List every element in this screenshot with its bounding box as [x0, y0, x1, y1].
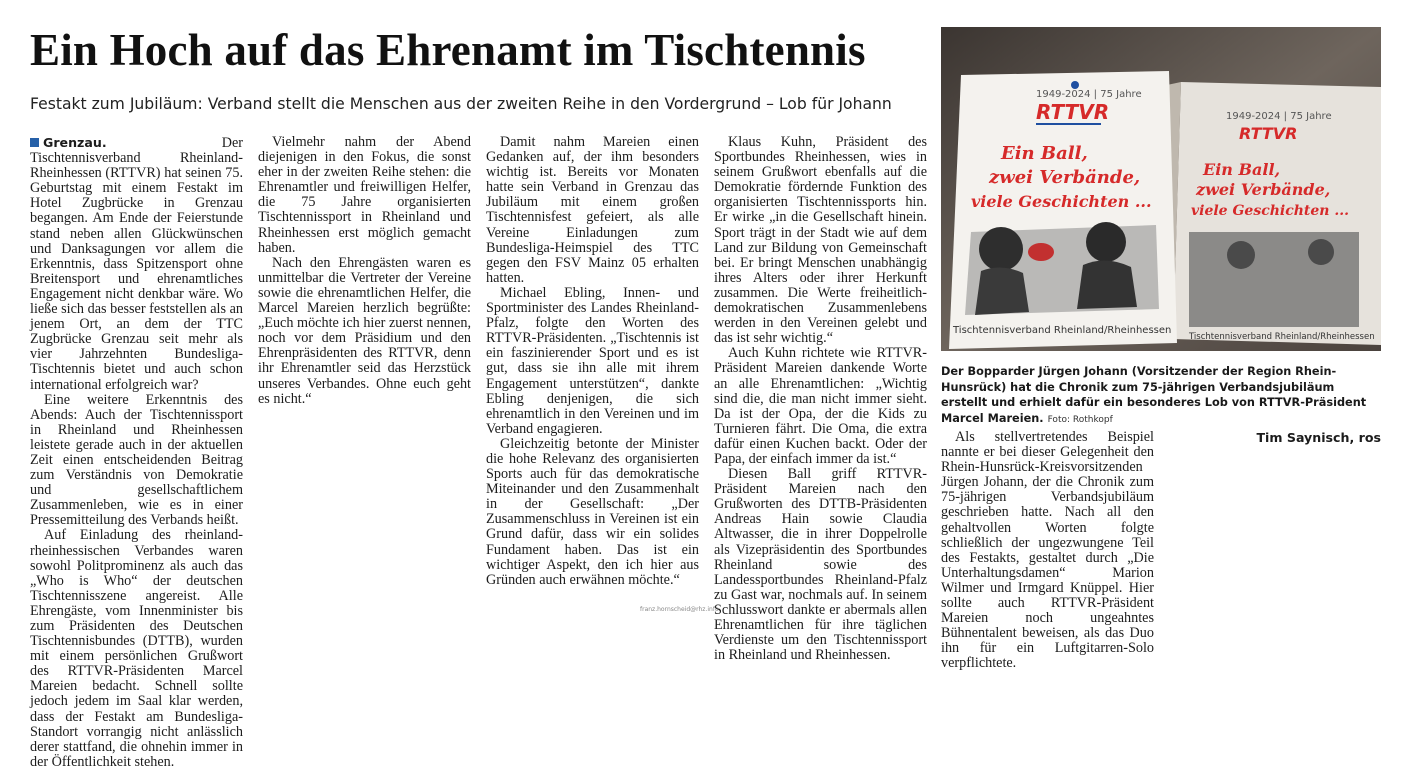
article-paragraph: Nach den Ehrengästen waren es unmittelbar die Vertreter der Vereine sowie die ehrenamtlichen Helfer, die Marcel Mareien herzlich begrüßte: „Euch möchte ich hier zuerst nennen, noch vor dem Präsidium und den Ehrenpräsidenten des RTTVR, denn ihr Ehrenamtler seid das Herzstück unseres Verbandes. Ohne euch geht es nicht.“: [258, 254, 471, 407]
article-paragraph: Klaus Kuhn, Präsident des Sportbundes Rheinhessen, wies in seinem Grußwort ebenfalls auf die Demokratie fördernde Funktion des organisierten Tischtennissports hin. Er wirke „in die Gesellschaft hinein. Sport trägt in der Stadt wie auf dem Land zur Bildung von Gemeinschaft bei. Er bringt Menschen unabhängig ihres Alters oder ihrer Herkunft zusammen. Die Werte freiheitlich-demokratischen Zusammenlebens werden in den Vereinen gelebt und das ist sehr wichtig.“: [714, 134, 927, 347]
book-back-years: 1949-2024 | 75 Jahre: [1226, 111, 1332, 122]
photo-credit: Foto: Rothkopf: [1047, 414, 1113, 425]
book-back-logo: RTTVR: [1239, 124, 1298, 143]
article-paragraph: Michael Ebling, Innen- und Sportminister des Landes Rheinland-Pfalz, folgte den Worten des RTTVR-Präsidenten. „Tischtennis ist ein faszinierender Sport und es ist gut, dass sie ihn alle mit ihrem Engagement unterstützen“, dankte Ebling denjenigen, die sich ehrenamtlich in den Vereinen und im Verband engagieren.: [486, 284, 699, 437]
subheadline: Festakt zum Jubiläum: Verband stellt die Menschen aus der zweiten Reihe in den Vordergrund – Lob für Johann: [30, 95, 892, 113]
article-photo: [941, 27, 1381, 351]
article-paragraph: Auf Einladung des rheinland-rheinhessischen Verbandes waren sowohl Politprominenz als auch das „Who is Who“ der deutschen Tischtennisszene angereist. Alle Ehrengäste, vom Innenminister bis zum Präsidenten des Deutschen Tischtennisbundes (DTTB), wurden mit einem persönlichen Grußwort des RTTVR-Präsidenten Marcel Mareien bedacht. Schnell sollte jedoch jedem im Saal klar werden, dass der Festakt am Bundesliga-Standort vorrangig nicht anlässlich derer stattfand, die ohnehin immer in der Öffentlichkeit stehen.: [30, 527, 243, 770]
article-paragraph: Diesen Ball griff RTTVR-Präsident Mareien nach den Grußworten des DTTB-Präsidenten Andreas Hain sowie Claudia Altwasser, die in ihrer Doppelrolle als Vizepräsidentin des Sportbundes Rheinland sowie des Landessportbundes Rheinland-Pfalz zu Gast war, nochmals auf. In seinem Schlusswort dankte er abermals allen Ehrenamtlichen für ihre täglichen Verdienste um den Tischtennissport in Rheinland und Rheinhessen.: [714, 466, 927, 664]
book-front-footer: Tischtennisverband Rheinland/Rheinhessen: [953, 325, 1172, 336]
section-marker-icon: [30, 138, 39, 147]
book-front-years: 1949-2024 | 75 Jahre: [1036, 89, 1142, 100]
book-front-title-1: Ein Ball,: [1001, 143, 1088, 164]
article-column-3: [486, 135, 699, 605]
article-paragraph: Vielmehr nahm der Abend diejenigen in den Fokus, die sonst eher in der zweiten Reihe stehen: die Ehrenamtler und freiwilligen Helfer, die 75 Jahre organisierten Tischtennissport in Rheinland und Rheinhessen erst möglich gemacht haben.: [258, 134, 471, 256]
article-column-2: [258, 135, 471, 605]
article-column-6: [1168, 430, 1381, 605]
article-paragraph: Auch Kuhn richtete wie RTTVR-Präsident Mareien dankende Worte an alle Ehrenamtlichen: „Wichtig sind die, die man nicht immer sieht. Da ist der Opa, der die Kids zu Turnieren fährt. Die Oma, die extra dafür einen Kuchen backt. Oder der Papa, der einfach immer da ist.“: [714, 345, 927, 467]
article-paragraph: Eine weitere Erkenntnis des Abends: Auch der Tischtennissport in Rheinland und Rheinhessen leistete gerade auch in der aktuellen Zeit einen entscheidenden Beitrag zum Verständnis von Demokratie und gesellschaftlichem Zusammenleben, wie es in einer Pressemitteilung des Verbands heißt.: [30, 391, 243, 529]
article-paragraph: Gleichzeitig betonte der Minister die hohe Relevanz des organisierten Sports auch für das demokratische Miteinander und den Zusammenhalt in der Gesellschaft: „Der Zusammenschluss in Vereinen ist ein Grund dafür, dass wir ein solides Fundament haben. Das ist ein wichtiger Aspekt, den ich hier aus Gründen auch erwähnen möchte.“: [486, 435, 699, 588]
dateline: Grenzau.: [43, 135, 107, 150]
book-back-footer: Tischtennisverband Rheinland/Rheinhessen: [1189, 332, 1375, 342]
book-front-players-image: [965, 222, 1159, 315]
chronicle-book-back: [1159, 82, 1381, 345]
article-column-5: [941, 429, 1154, 672]
article-column-1: [30, 135, 243, 770]
book-back-title-3: viele Geschichten ...: [1191, 203, 1349, 219]
book-back-title-1: Ein Ball,: [1203, 160, 1281, 179]
book-back-title-2: zwei Verbände,: [1196, 180, 1331, 199]
article-paragraph: Grenzau. Der Tischtennisverband Rheinland-Rheinhessen (RTTVR) hat seinen 75. Geburtstag mit einem Festakt im Hotel Zugbrücke in Grenzau begangen. Am Ende der Feierstunde stand neben allen Glückwünschen und Danksagungen vor allem die Erkenntnis, dass Spitzensport ohne Breitensport und ehrenamtliches Engagement nicht denkbar wäre. Wo ließe sich das besser feststellen als an jenem Ort, an dem der TTC Zugbrücke Grenzau seit mehr als vier Jahrzehnten Bundesliga-Tischtennis bietet und auch schon international erfolgreich war?: [30, 135, 243, 393]
author-byline: Tim Saynisch, ros: [1256, 430, 1381, 445]
article-column-4: [714, 134, 927, 664]
book-photo-illustration: [941, 27, 1381, 351]
chronicle-book-front: [949, 71, 1177, 349]
article-paragraph: Damit nahm Mareien einen Gedanken auf, der ihm besonders wichtig ist. Bereits vor Monaten hatte sein Verband in Grenzau das Jubiläum mit einem großen Tischtennisfest gefeiert, als alle Vereine Einladungen zum Bundesliga-Heimspiel des TTC gegen den FSV Mainz 05 erhalten hatten.: [486, 134, 699, 286]
footer-email: franz.hornscheid@rhz.info: [640, 606, 719, 613]
photo-caption: Der Bopparder Jürgen Johann (Vorsitzender der Region Rhein-Hunsrück) hat die Chronik zum 75-jährigen Verbandsjubiläum erstellt und erhielt dafür ein besonderes Lob von RTTVR-Präsident Marcel Mareien. Foto: Rothkopf: [941, 365, 1367, 425]
book-front-title-2: zwei Verbände,: [989, 167, 1141, 188]
book-front-title-3: viele Geschichten ...: [971, 192, 1152, 211]
book-back-players-image: [1189, 232, 1359, 327]
article-paragraph: Als stellvertretendes Beispiel nannte er bei dieser Gelegenheit den Rhein-Hunsrück-Kreisvorsitzenden Jürgen Johann, der die Chronik zum 75-jährigen Verbandsjubiläum geschrieben hatte. Nach all den gehaltvollen Worten folgte schließlich der ungezwungene Teil des Festakts, gestaltet durch „Die Unterhaltungsdamen“ Marion Wilmer und Irmgard Knüppel. Hier sollte auch RTTVR-Präsident Mareien noch ungeahntes Bühnentalent beweisen, als das Duo ihn für ein Luftgitarren-Solo verpflichtete.: [941, 429, 1154, 672]
book-front-logo: RTTVR: [1036, 100, 1110, 124]
headline: Ein Hoch auf das Ehrenamt im Tischtennis: [30, 25, 866, 75]
